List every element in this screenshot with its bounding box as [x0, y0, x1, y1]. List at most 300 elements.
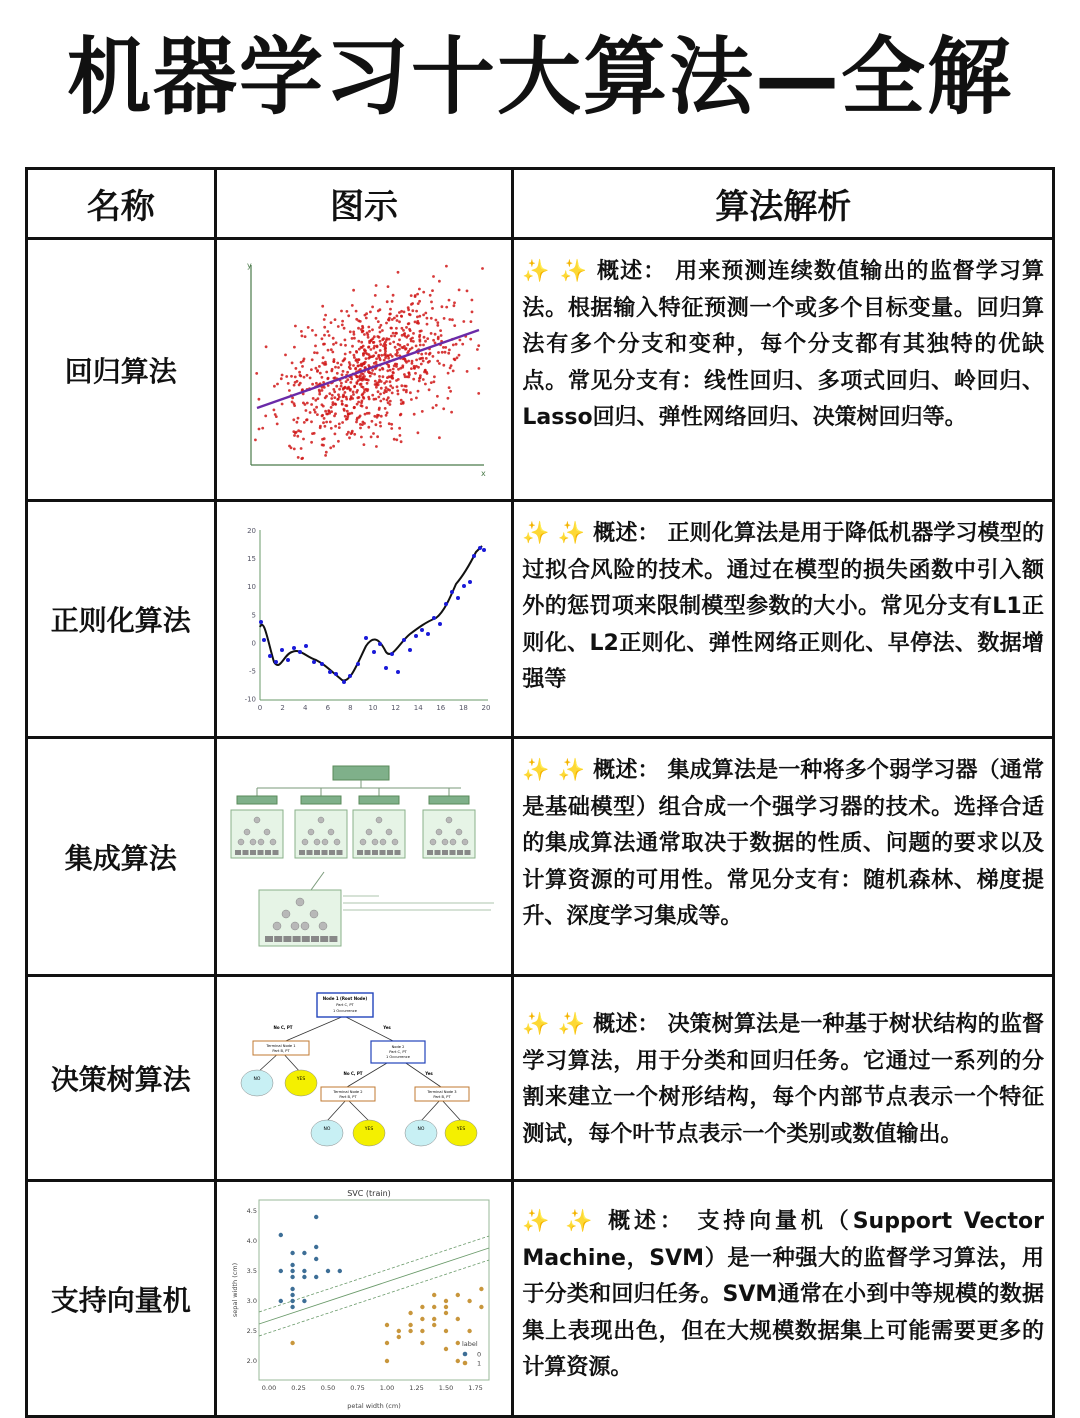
x-tick-label: 0.00: [261, 1384, 277, 1392]
class-1-point: [432, 1305, 436, 1309]
scatter-point: [397, 342, 400, 345]
scatter-point: [360, 346, 363, 349]
scatter-point: [340, 363, 343, 366]
scatter-point: [356, 416, 359, 419]
scatter-point: [329, 420, 332, 423]
scatter-point: [344, 414, 347, 417]
tree-node: [310, 910, 318, 918]
scatter-point: [360, 399, 363, 402]
scatter-point: [353, 406, 356, 409]
scatter-point: [304, 409, 307, 412]
scatter-point: [360, 340, 363, 343]
scatter-point: [387, 285, 390, 288]
scatter-point: [352, 288, 355, 291]
scatter-point: [388, 388, 391, 391]
data-point: [262, 638, 266, 642]
x-tick-label: 2: [280, 703, 285, 712]
scatter-point: [390, 334, 393, 337]
scatter-point: [342, 369, 345, 372]
data-point: [342, 680, 346, 684]
zoom-connector: [311, 872, 324, 890]
leaf-box: [311, 936, 319, 942]
scatter-point: [466, 370, 469, 373]
scatter-point: [310, 403, 313, 406]
y-tick-label: 10: [247, 582, 256, 591]
scatter-point: [281, 373, 284, 376]
ensemble-figure: [215, 738, 513, 976]
y-tick-label: 2.5: [246, 1327, 257, 1335]
scatter-point: [322, 421, 325, 424]
scatter-point: [431, 406, 434, 409]
class-1-point: [456, 1341, 460, 1345]
x-tick-label: 1.75: [468, 1384, 483, 1392]
scatter-point: [392, 293, 395, 296]
scatter-point: [418, 329, 421, 332]
scatter-point: [481, 267, 484, 270]
scatter-point: [437, 351, 440, 354]
data-point: [348, 674, 352, 678]
scatter-point: [299, 430, 302, 433]
leaf-box: [274, 936, 282, 942]
data-point: [372, 650, 376, 654]
scatter-point: [302, 401, 305, 404]
scatter-point: [362, 443, 365, 446]
scatter-point: [416, 315, 419, 318]
class-1-point: [479, 1287, 483, 1291]
scatter-point: [313, 431, 316, 434]
scatter-point: [375, 316, 378, 319]
scatter-point: [421, 356, 424, 359]
tree-node: [456, 829, 462, 835]
leaf-label: YES: [296, 1076, 306, 1082]
scatter-point: [432, 338, 435, 341]
scatter-point: [398, 338, 401, 341]
scatter-point: [448, 348, 451, 351]
scatter-point: [380, 414, 383, 417]
scatter-point: [386, 369, 389, 372]
scatter-point: [362, 372, 365, 375]
scatter-point: [357, 339, 360, 342]
scatter-point: [340, 309, 343, 312]
scatter-point: [436, 394, 439, 397]
scatter-point: [351, 337, 354, 340]
scatter-point: [291, 400, 294, 403]
y-tick-label: -5: [248, 667, 256, 675]
scatter-point: [402, 400, 405, 403]
table-row: [27, 976, 1054, 1181]
scatter-point: [335, 384, 338, 387]
scatter-point: [355, 420, 358, 423]
scatter-point: [325, 420, 328, 423]
scatter-point: [414, 371, 417, 374]
leaf-box: [434, 850, 440, 855]
x-tick-label: 6: [325, 703, 331, 712]
scatter-point: [434, 318, 437, 321]
tree-node: [291, 922, 299, 930]
scatter-point: [414, 295, 417, 298]
scatter-point: [384, 349, 387, 352]
scatter-point: [416, 292, 419, 295]
scatter-point: [360, 382, 363, 385]
tree-node: [380, 839, 386, 845]
leaf-node: [353, 1120, 385, 1146]
leaf-node: [445, 1120, 477, 1146]
sparkle-icon: ✨: [522, 1209, 554, 1234]
class-0-point: [290, 1263, 294, 1267]
leaf-box: [272, 850, 278, 855]
row-description: [513, 239, 1054, 501]
decision-tree-diagram: [229, 991, 499, 1166]
class-0-point: [302, 1251, 306, 1255]
scatter-point: [410, 398, 413, 401]
scatter-point: [376, 344, 379, 347]
scatter-point: [413, 412, 416, 415]
scatter-point: [324, 454, 327, 457]
scatter-point: [367, 364, 370, 367]
data-point: [298, 650, 302, 654]
scatter-point: [373, 361, 376, 364]
scatter-point: [424, 352, 427, 355]
scatter-point: [345, 417, 348, 420]
scatter-point: [293, 383, 296, 386]
learner-label-box: [301, 796, 341, 804]
table-header-row: [27, 169, 1054, 239]
class-0-point: [302, 1275, 306, 1279]
scatter-point: [343, 391, 346, 394]
scatter-point: [325, 450, 328, 453]
scatter-point: [318, 392, 321, 395]
scatter-point: [415, 358, 418, 361]
scatter-point: [364, 349, 367, 352]
scatter-point: [380, 386, 383, 389]
scatter-point: [288, 389, 291, 392]
scatter-point: [453, 301, 456, 304]
table-row: [27, 239, 1054, 501]
scatter-point: [367, 345, 370, 348]
scatter-point: [291, 361, 294, 364]
scatter-point: [458, 338, 461, 341]
scatter-point: [320, 375, 323, 378]
data-point: [396, 670, 400, 674]
y-tick-label: 4.0: [246, 1237, 257, 1245]
scatter-point: [371, 369, 374, 372]
scatter-point: [347, 412, 350, 415]
scatter-point: [421, 410, 424, 413]
scatter-point: [394, 331, 397, 334]
row-name: 正则化算法: [27, 501, 216, 738]
tree-node: [442, 839, 448, 845]
x-tick-label: 1.25: [409, 1384, 424, 1392]
scatter-point: [369, 374, 372, 377]
regularization-curve-plot: [234, 522, 494, 717]
scatter-point: [394, 345, 397, 348]
decision-tree-figure: [215, 976, 513, 1181]
scatter-point: [322, 443, 325, 446]
class-0-point: [314, 1215, 318, 1219]
scatter-point: [339, 343, 342, 346]
scatter-point: [448, 298, 451, 301]
scatter-point: [407, 371, 410, 374]
scatter-point: [434, 332, 437, 335]
scatter-point: [395, 314, 398, 317]
scatter-point: [369, 348, 372, 351]
scatter-point: [306, 418, 309, 421]
scatter-point: [452, 369, 455, 372]
scatter-point: [387, 356, 390, 359]
scatter-point: [334, 424, 337, 427]
class-1-point: [385, 1323, 389, 1327]
scatter-point: [404, 375, 407, 378]
scatter-point: [306, 373, 309, 376]
scatter-point: [332, 444, 335, 447]
scatter-point: [371, 328, 374, 331]
scatter-point: [365, 406, 368, 409]
scatter-point: [393, 364, 396, 367]
scatter-point: [326, 377, 329, 380]
scatter-point: [304, 335, 307, 338]
leaf-label: NO: [417, 1126, 425, 1132]
scatter-point: [395, 326, 398, 329]
scatter-point: [325, 394, 328, 397]
scatter-point: [334, 318, 337, 321]
class-0-point: [302, 1269, 306, 1273]
scatter-points: [254, 264, 484, 459]
scatter-point: [378, 375, 381, 378]
scatter-point: [407, 308, 410, 311]
scatter-point: [436, 359, 439, 362]
scatter-point: [401, 365, 404, 368]
leaf-box: [372, 850, 378, 855]
scatter-point: [366, 331, 369, 334]
algorithm-table: [25, 167, 1055, 1418]
data-point: [328, 670, 332, 674]
scatter-point: [372, 354, 375, 357]
x-tick-label: 16: [436, 703, 446, 712]
scatter-point: [340, 399, 343, 402]
scatter-point: [436, 321, 439, 324]
scatter-point: [379, 421, 382, 424]
data-point: [444, 602, 448, 606]
scatter-point: [440, 334, 443, 337]
scatter-point: [324, 409, 327, 412]
scatter-point: [351, 304, 354, 307]
overview-label: ✨ 概述：: [559, 259, 667, 284]
scatter-point: [361, 376, 364, 379]
tree-node: [314, 839, 320, 845]
tree-node: [322, 839, 328, 845]
tree-node: [273, 922, 281, 930]
scatter-point: [385, 321, 388, 324]
scatter-point: [398, 426, 401, 429]
scatter-point: [345, 395, 348, 398]
y-tick-label: 3.0: [246, 1297, 257, 1305]
scatter-point: [390, 427, 393, 430]
class-1-point: [467, 1329, 471, 1333]
tree-node: [386, 829, 392, 835]
table-row: [27, 738, 1054, 976]
terminal-node-3-sub: Part B, PT: [433, 1094, 451, 1099]
scatter-point: [388, 422, 391, 425]
class-0-point: [279, 1233, 283, 1237]
scatter-point: [392, 367, 395, 370]
scatter-point: [379, 330, 382, 333]
class-1-point: [397, 1329, 401, 1333]
leaf-box: [257, 850, 263, 855]
scatter-point: [424, 339, 427, 342]
scatter-point: [405, 384, 408, 387]
scatter-point: [379, 399, 382, 402]
class-0-point: [314, 1257, 318, 1261]
scatter-point: [418, 379, 421, 382]
data-point: [384, 666, 388, 670]
scatter-point: [310, 440, 313, 443]
scatter-point: [374, 351, 377, 354]
tree-node: [318, 817, 324, 823]
scatter-point: [337, 325, 340, 328]
leaf-label: YES: [456, 1126, 466, 1132]
row-name: 决策树算法: [27, 976, 216, 1181]
scatter-point: [356, 389, 359, 392]
description-text: 支持向量机（Support Vector Machine，SVM）是一种强大的监督学习算法，用于分类和回归任务。SVM通常在小到中等规模的数据集上表现出色，但在大规模数据集上可能需要更多的计算资源。: [522, 1209, 1044, 1380]
tree-node: [250, 839, 256, 845]
scatter-point: [312, 397, 315, 400]
scatter-point: [294, 367, 297, 370]
page-title: 机器学习十大算法—全解: [66, 28, 1013, 126]
scatter-point: [438, 279, 441, 282]
scatter-point: [310, 420, 313, 423]
scatter-point: [373, 372, 376, 375]
terminal-node-1-title: Terminal Node 1: [266, 1043, 296, 1048]
scatter-point: [254, 438, 257, 441]
svm-title: SVC (train): [347, 1189, 391, 1198]
scatter-point: [469, 320, 472, 323]
scatter-point: [379, 392, 382, 395]
leaf-box: [387, 850, 393, 855]
scatter-point: [344, 343, 347, 346]
scatter-point: [377, 380, 380, 383]
scatter-point: [388, 337, 391, 340]
leaf-box: [320, 936, 328, 942]
leaf-node: [405, 1120, 437, 1146]
x-tick-label: 14: [413, 703, 423, 712]
scatter-point: [437, 337, 440, 340]
scatter-point: [426, 337, 429, 340]
scatter-point: [297, 456, 300, 459]
regression-figure: [215, 239, 513, 501]
scatter-point: [338, 422, 341, 425]
scatter-point: [422, 313, 425, 316]
scatter-point: [319, 371, 322, 374]
scatter-point: [416, 319, 419, 322]
scatter-point: [389, 342, 392, 345]
scatter-point: [323, 363, 326, 366]
scatter-point: [330, 321, 333, 324]
class-1-point: [408, 1329, 412, 1333]
scatter-point: [390, 422, 393, 425]
scatter-point: [351, 397, 354, 400]
scatter-point: [447, 351, 450, 354]
edge-label-right: Yes: [383, 1024, 391, 1030]
x-tick-label: 20: [481, 703, 491, 712]
x-tick-label: 0.75: [350, 1384, 365, 1392]
tree-node: [462, 839, 468, 845]
scatter-point: [345, 310, 348, 313]
scatter-point: [318, 365, 321, 368]
scatter-point: [275, 415, 278, 418]
tree-node: [450, 839, 456, 845]
class-1-point: [444, 1329, 448, 1333]
scatter-point: [400, 440, 403, 443]
scatter-point: [385, 386, 388, 389]
scatter-point: [314, 344, 317, 347]
scatter-point: [322, 356, 325, 359]
scatter-point: [391, 386, 394, 389]
scatter-point: [337, 366, 340, 369]
tree-node: [319, 922, 327, 930]
scatter-point: [450, 364, 453, 367]
scatter-point: [330, 397, 333, 400]
scatter-point: [352, 330, 355, 333]
ensemble-root-box: [333, 766, 389, 780]
data-point: [478, 546, 482, 550]
scatter-point: [287, 382, 290, 385]
table-row: [27, 501, 1054, 738]
scatter-point: [336, 371, 339, 374]
scatter-point: [332, 342, 335, 345]
scatter-point: [405, 390, 408, 393]
data-point: [390, 652, 394, 656]
scatter-point: [336, 398, 339, 401]
scatter-point: [348, 361, 351, 364]
scatter-point: [452, 304, 455, 307]
tree-node: [308, 829, 314, 835]
scatter-point: [318, 390, 321, 393]
data-point: [432, 616, 436, 620]
scatter-point: [387, 396, 390, 399]
legend-label-1: 1: [476, 1359, 482, 1368]
class-1-point: [456, 1293, 460, 1297]
scatter-point: [324, 313, 327, 316]
scatter-point: [349, 330, 352, 333]
scatter-point: [295, 420, 298, 423]
scatter-point: [364, 357, 367, 360]
scatter-point: [389, 368, 392, 371]
scatter-point: [280, 377, 283, 380]
scatter-point: [333, 396, 336, 399]
scatter-point: [422, 343, 425, 346]
scatter-point: [302, 437, 305, 440]
scatter-point: [396, 348, 399, 351]
scatter-point: [401, 346, 404, 349]
class-1-point: [420, 1329, 424, 1333]
scatter-point: [359, 374, 362, 377]
scatter-point: [471, 310, 474, 313]
node-2-title: Node 2: [391, 1044, 405, 1049]
row-description: [513, 1181, 1054, 1417]
scatter-point: [300, 330, 303, 333]
sparkle-icon: ✨: [522, 521, 550, 546]
scatter-point: [391, 318, 394, 321]
scatter-point: [346, 370, 349, 373]
description-text: 决策树算法是一种基于树状结构的监督学习算法，用于分类和回归任务。它通过一系列的分割来建立一个树形结构，每个内部节点表示一个特征测试，每个叶节点表示一个类别或数值输出。: [522, 1012, 1044, 1147]
tree-node: [430, 839, 436, 845]
scatter-point: [368, 341, 371, 344]
x-axis-label: x: [480, 468, 486, 478]
scatter-point: [363, 333, 366, 336]
scatter-point: [396, 319, 399, 322]
scatter-point: [334, 365, 337, 368]
terminal-node-3-title: Terminal Node 3: [427, 1089, 457, 1094]
